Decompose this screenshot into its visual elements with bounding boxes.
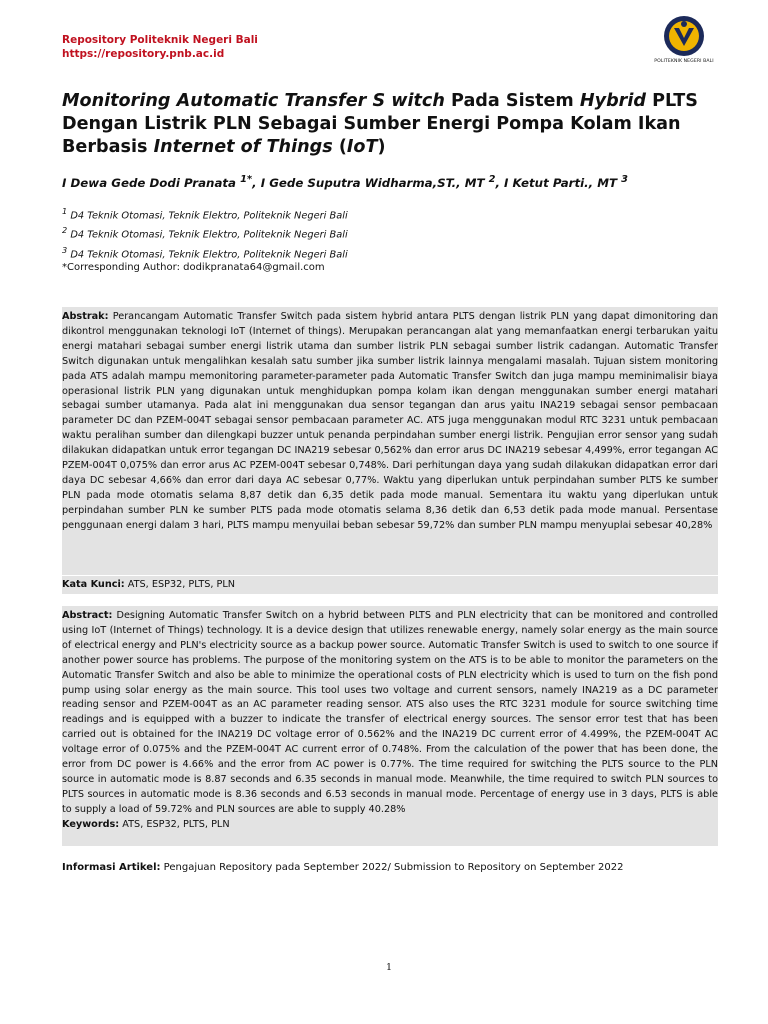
corresponding-author: *Corresponding Author: dodikpranata64@gmail.com [62,262,325,273]
keywords-line [62,818,718,833]
article-info [62,862,624,873]
abstract-paragraph [62,609,718,818]
article-info-text: Pengajuan Repository pada September 2022/ Submission to Repository on September 2022 [160,862,624,873]
logo-caption: POLITEKNIK NEGERI BALI [654,59,714,64]
repository-name: Repository Politeknik Negeri Bali [62,34,258,46]
author-list: I Dewa Gede Dodi Pranata $^{1*}$, I Gede Suputra Widharma,ST., MT $^2$, I Ketut Parti., MT $^3$ [62,174,628,190]
abstract-label: Abstract: [62,610,113,621]
pnb-emblem-icon [662,14,706,58]
paper-title: Monitoring Automatic Transfer S witch Pada Sistem Hybrid PLTS Dengan Listrik PLN Sebagai Sumber Energi Pompa Kolam Ikan Berbasis Internet of Things (IoT) [62,91,698,157]
kata-kunci-box [62,576,718,594]
repository-url[interactable]: https://repository.pnb.ac.id [62,48,225,60]
abstract-box [62,606,718,846]
page-number: 1 [385,962,393,973]
affiliation-item: $^1$ D4 Teknik Otomasi, Teknik Elektro, Politeknik Negeri Bali [62,206,348,222]
article-info-label: Informasi Artikel: [62,862,161,873]
abstrak-text: Perancangam Automatic Transfer Switch pada sistem hybrid antara PLTS dengan listrik PLN yang dapat dimonitoring dan dikontrol menggunakan teknologi IoT (Internet of things). Merupakan perancangan alat yang memanfaatkan energi terbarukan yaitu energi matahari sebagai sumber energi listrik utama dan sumber listrik PLN sebagai sumber listrik cadangan. Automatic Transfer Switch digunakan untuk mengalihkan kesalah satu sumber jika sumber listrik lainnya mengalami masalah. Tujuan sistem monitoring pada ATS adalah mampu memonitoring parameter-parameter pada Automatic Transfer Switch dan juga mampu meminimalisir biaya operasional listrik PLN yang digunakan untuk menghidupkan pompa kolam ikan dengan menggunakan sumber energi matahari sebagai sumber utamanya. Pada alat ini menggunakan dua sensor tegangan dan arus yaitu INA219 sebagai sensor pembacaan parameter DC dan PZEM-004T sebagai sensor pembacaan parameter AC. ATS juga menggunakan modul RTC 3231 untuk pembacaan waktu peralihan sumber dan dilengkapi buzzer untuk penanda perpindahan sumber energi listrik. Pengujian error sensor yang sudah dilakukan didapatkan untuk error tegangan DC INA219 sebesar 0,562% dan error arus DC INA219 sebesar 4,499%, error tegangan AC PZEM-004T 0,075% dan error arus AC PZEM-004T sebesar 0,748%. Dari perhitungan daya yang sudah dilakukan didapatkan error dari daya DC sebesar 4,66% dan error dari daya AC sebesar 0,77%. Waktu yang diperlukan untuk perpindahan sumber PLTS ke sumber PLN pada mode otomatis selama 8,87 detik dan 6,35 detik pada mode manual. Sementara itu waktu yang diperlukan untuk perpindahan sumber PLN ke sumber PLTS pada mode otomatis selama 8,36 detik dan 6,53 detik pada mode manual. Persentase penggunaan energi dalam 3 hari, PLTS mampu menyuilai beban sebesar 59,72% dan sumber PLN mampu menyuplai sebesar 40,28% [62,311,718,531]
abstrak-box [62,307,718,575]
keywords-label: Keywords: [62,818,120,830]
repository-header [62,33,258,61]
abstrak-paragraph [62,310,718,534]
pnb-logo [646,14,722,64]
affiliation-item: $^3$ D4 Teknik Otomasi, Teknik Elektro, Politeknik Negeri Bali [62,244,348,260]
kata-kunci-label: Kata Kunci: [62,579,125,590]
affiliations [62,204,348,262]
kata-kunci-text: ATS, ESP32, PLTS, PLN [124,579,236,590]
keywords-text: ATS, ESP32, PLTS, PLN [119,818,230,830]
affiliation-item: $^2$ D4 Teknik Otomasi, Teknik Elektro, Politeknik Negeri Bali [62,225,348,241]
abstrak-label: Abstrak: [62,311,109,322]
abstract-text: Designing Automatic Transfer Switch on a hybrid between PLTS and PLN electricity that can be monitored and controlled using IoT (Internet of Things) technology. It is a device design that utilizes renewable energy, namely solar energy as the main source of electrical energy and PLN's electricity source as a backup power source. Automatic Transfer Switch is used to switch to one source if another power source has problems. The purpose of the monitoring system on the ATS is to be able to monitor the parameters on the Automatic Transfer Switch and also be able to minimize the operational costs of PLN electricity which is used to turn on the fish pond pump using solar energy as the main source. This tool uses two voltage and current sensors, namely INA219 as a DC parameter reading sensor and PZEM-004T as an AC parameter reading sensor. ATS also uses the RTC 3231 module for source switching time readings and is equipped with a buzzer to indicate the transfer of electrical energy sources. The sensor error test that has been carried out is obtained for the INA219 DC voltage error of 0.562% and the INA219 DC current error of 4.499%, the PZEM-004T AC voltage error of 0.075% and the PZEM-004T AC current error of 0.748%. From the calculation of the power that has been done, the error from DC power is 4.66% and the error from AC power is 0.77%. The time required for switching the PLTS source to the PLN source in automatic mode is 8.87 seconds and 6.35 seconds in manual mode. Meanwhile, the time required to switch PLN sources to PLTS sources in automatic mode is 8.36 seconds and 6.53 seconds in manual mode. Percentage of energy use in 3 days, PLTS is able to supply a load of 59.72% and PLN sources are able to supply 40.28% [62,610,718,815]
